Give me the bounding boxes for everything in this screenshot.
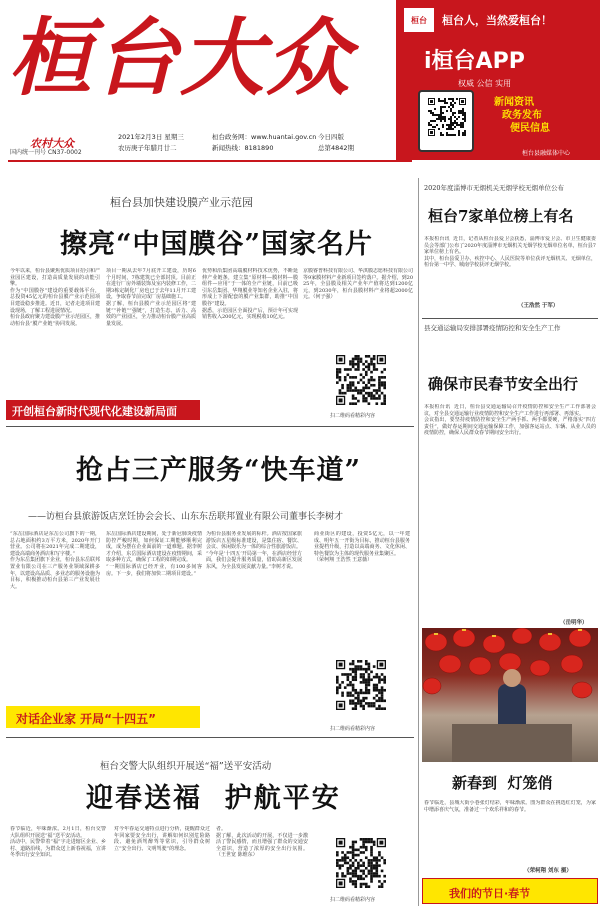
story3-qr-caption: 扫二维码看精彩内容 — [330, 897, 376, 903]
festival-banner-text: 我们的节日·春节 — [449, 887, 531, 900]
story2-col1: “东岳国际酒店是东岳公司旗下的一期，总占地面积约3万平方米，2020年开门营业。公司将在2021年完成二期建设，建设高端商务酒店和写字楼。” 作为东岳集团旗下企业，桓台县东岳联邦置业有限公司在三产服务业领域深耕多年，以建设高品质、多业态的服务设施为目标，积极推动桓台县第三产业发展壮大。 — [10, 531, 100, 590]
ad-features — [488, 96, 598, 135]
right2-body: 本报桓台讯 近日，桓台县交通运输局召开疫情防控和安全生产工作部署会议，对全县交通运输行业疫情防控和安全生产工作进行再部署、再落实。 会议指出，要坚持疫情防控和安全生产两手抓、两手都要硬，严格落实“四方责任”，做好春运期间交通运输保障工作，加强客运站点、车辆、从业人员的疫情防控，确保人民群众春节期间安全出行。 — [424, 404, 596, 437]
cn-number: 国内统一刊号 CN37-0002 — [10, 149, 82, 156]
right-divider-1 — [422, 318, 598, 319]
app-qr-code — [428, 98, 466, 136]
story1-qr-code[interactable] — [336, 355, 386, 405]
story3-headline: 迎春送福 护航平安 — [86, 783, 341, 814]
story1-col3: 优势和沿集团高端膜材料技术优势，不断延伸产业链条，建立集“原材料—膜材料—膜组件—应用”于一体的全产业链，目前已吸引东岳集团、华翔膜业等知名企业入驻，将形成上下游配套的膜产业集群，助推“中国膜谷”建设。 据悉，示范园区全面投产后，预计年可实现销售收入200亿元，实现税收10亿元。 — [202, 268, 298, 321]
story3-col2: 对今年春运交通特点进行分析，提醒群众过年回家要安全出行，讲解如何识别危险路段、避免酒驾醉驾等常识，引导群众树立“安全出行、文明驾驶”的理念。 — [114, 826, 210, 852]
right1-headline: 桓台7家单位榜上有名 — [428, 207, 574, 225]
story3-col3: 者。 据了解，此次活动的开展，不仅进一步激活了警民感情，而且增强了群众的交通安全意识，营造了浓厚的安全出行氛围。（王世宽 陈维东） — [216, 826, 308, 859]
story3-col1: 春节临近，年味渐浓。2月1日，桓台交警大队组织开展送“福”送平安活动。 活动中，民警带着“福”字走进辖区企业、乡村、道路沿线，为群众送上新春祝福，宣讲冬季出行安全知识。 — [10, 826, 106, 859]
column-divider — [418, 178, 419, 906]
lantern-photo — [422, 628, 598, 762]
story2-qr-caption: 扫二维码看精彩内容 — [330, 726, 376, 732]
ad-feature-service: 便民信息 — [510, 123, 550, 134]
story2-qr-code[interactable] — [336, 660, 386, 710]
divider-2 — [6, 737, 414, 738]
story2-col3: 为桓台县服务业发展的标杆。酒店按国家旅游饭店五星级标准建设，是集住宿、餐饮、会议、休闲娱乐为一体的综合性旅游饭店。 “今年是‘十四五’开局第一年，在酒店经营方面，我们会提升服务质量，借助高新区发展东风，为全县发展贡献力量。”李树才说。 — [206, 531, 302, 570]
right2-headline: 确保市民春节安全出行 — [428, 375, 579, 393]
masthead-logo: 桓台大众 — [8, 8, 353, 107]
ad-slogan: 桓台人，当然爱桓台！ — [442, 14, 552, 27]
ad-logo: 桓台 — [404, 8, 434, 32]
right1-byline: （王浩然 于军） — [518, 303, 559, 309]
issue-info — [118, 132, 388, 162]
festival-banner — [422, 878, 598, 904]
story2-subhead: ——访桓台县旅游饭店烹饪协会会长、山东东岳联邦置业有限公司董事长李树才 — [28, 512, 344, 522]
story2-col2: 东岳国际酒店建设期间，处于新冠肺炎疫情防控严峻时期，如何保证工期能够顺利完成，成为摆在企业面前的一道难题。据李树才介绍，东岳国际酒店建设在疫情期间，采取多种方式，确保了工程的如期完成。 “一期国际酒店已经开业，有100多间客房。下一步，我们将加快二期项目建设。” — [106, 531, 202, 577]
issue-date: 2021年2月3日 星期三 — [118, 133, 184, 141]
story1-banner — [6, 400, 200, 420]
story1-col2: 项目一期从去年7月底开工建设，历时6个月时间，7栋建筑已全部封顶。目前正在进行厂房外墙装饰及室内装修工作，二期3栋定制化厂房也已于去年11月开工建设，争取春节前完成厂房基础施工。 据了解，桓台县膜产业示范园区将“建链”“补链”“强链”，打造生态、活力、高效的产业园区，全力推动桓台膜产业高质量发展。 — [106, 268, 196, 327]
story1-col4: 京膜睿普科技有限公司、华淇膜志愿科技有限公司等9家膜材料产业新项目签约落户。据介绍，到2025年，全县膜及相关产业年产值将达到1200亿元，到2030年，桓台县膜材料产业将超2000亿元。（何子强） — [303, 268, 413, 301]
story2-banner — [6, 706, 200, 728]
sub-brand-label: 农村大众 — [30, 137, 74, 150]
story3-kicker: 桓台交警大队组织开展送“福”送平安活动 — [100, 761, 272, 772]
right3-body: 春节临近，县城大街小巷张灯结彩，年味渐浓。图为群众在挑选红灯笼，为家中增添喜庆气氛，准备过一个欢乐祥和的春节。 — [424, 800, 596, 813]
right2-byline: （岳明华） — [560, 620, 588, 626]
story1-banner-text: 开创桓台新时代现代化建设新局面 — [12, 405, 177, 418]
story1-kicker: 桓台县加快建设膜产业示范园 — [110, 196, 253, 209]
website: 桓台政务网：www.huantai.gov.cn — [212, 133, 317, 141]
phone-illustration — [418, 90, 474, 152]
ad-app-name: i桓台APP — [424, 49, 525, 74]
right1-kicker: 2020年度淄博市无烟机关无烟学校无烟单位公布 — [424, 184, 565, 192]
right3-byline: （荣柯翔 刘东 摄） — [524, 868, 572, 874]
page-count: 今日四版 — [318, 133, 344, 141]
divider-1 — [6, 426, 414, 427]
ad-tagline: 权威 公信 实用 — [458, 79, 512, 88]
story1-qr-caption: 扫二维码看精彩内容 — [330, 413, 376, 419]
issue-number: 总第4842期 — [318, 144, 355, 152]
ad-feature-news: 新闻资讯 — [494, 97, 534, 108]
story2-banner-text: 对话企业家 开局“十四五” — [16, 712, 156, 726]
ad-footer: 桓台县融媒体中心 — [522, 150, 571, 157]
story2-headline: 抢占三产服务“快车道” — [76, 455, 362, 486]
story1-col1: 今年以来，桓台县聚焦优质项目招引和产业园区建设，打造高质量发展的动能引擎。 作为“中国膜谷”建设的重要载体平台，总投资45亿元的桓台县膜产业示范园项目建设稳步推进。近日，记者走进项目建设现场，了解工程进展情况。 桓台县政府聚力建设膜产业示范园区，推动桓台县“膜产业链”协同发展。 — [10, 268, 100, 327]
masthead-rule — [8, 160, 412, 162]
story2-col4: 商业街区的建设，投资5亿元，以一年建成、明年五一开街为目标，推动桓台县服务业提档升级，打造以高端商务、文化休闲、特色餐饮为主体的现代服务业集聚区。 （荣柯翔 王浩然 王意薇） — [314, 531, 410, 564]
story1-headline: 擦亮“中国膜谷”国家名片 — [60, 229, 374, 260]
news-hotline: 新闻热线：8181890 — [212, 144, 274, 152]
right2-kicker: 县交通运输局安排部署疫情防控和安全生产工作 — [424, 324, 561, 332]
right1-body: 本报桓台讯 近日，记者从桓台县爱卫会获悉，淄博市爱卫会、市卫生健康委员会等部门公布了2020年度淄博市无烟机关无烟学校无烟单位名单，桓台县7家单位榜上有名。 其中，桓台县爱卫办、疾控中心、人民医院等单位获评无烟机关、无烟单位，桓台第一中学、城南学校获评无烟学校。 — [424, 236, 596, 269]
lunar-date: 农历庚子年腊月廿二 — [118, 144, 177, 152]
app-ad — [396, 0, 600, 160]
ad-feature-gov: 政务发布 — [502, 110, 542, 121]
story3-qr-code[interactable] — [336, 838, 386, 888]
right3-headline: 新春到 灯笼俏 — [452, 774, 553, 792]
